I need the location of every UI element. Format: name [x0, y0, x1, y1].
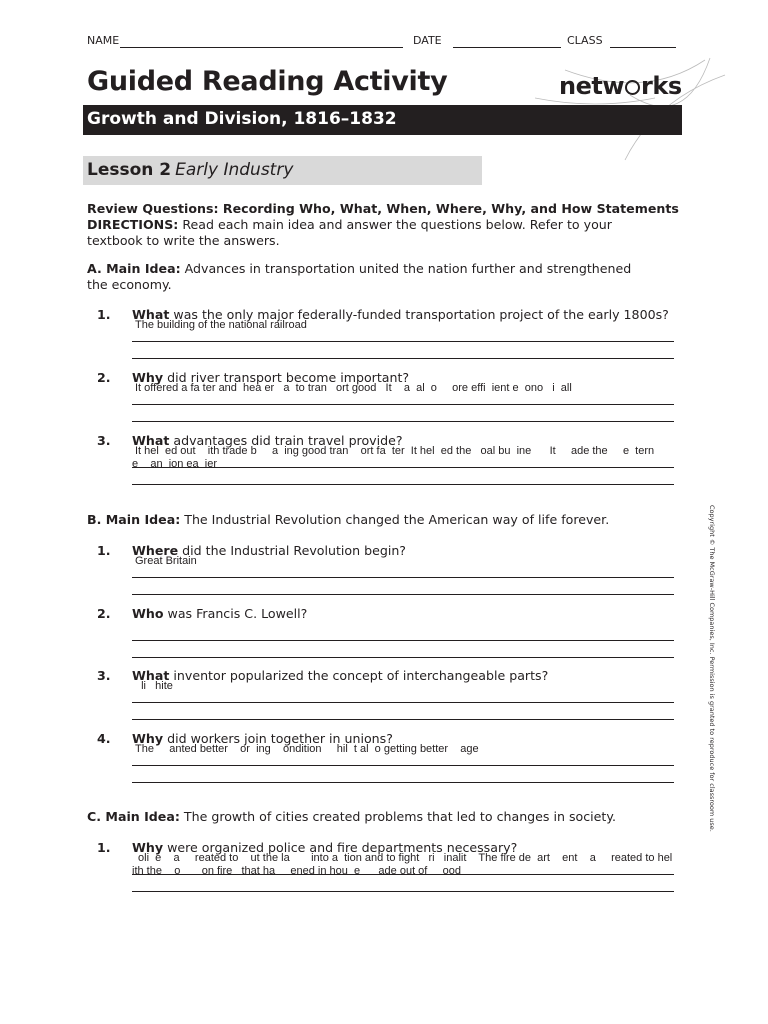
question-text: Who was Francis C. Lowell? — [132, 606, 308, 621]
page-title: Guided Reading Activity — [87, 66, 448, 97]
main-idea-c — [87, 809, 682, 825]
lesson-topic: Early Industry — [175, 160, 294, 180]
main-idea-label: A. Main Idea: — [87, 261, 181, 276]
chapter-subtitle: Growth and Division, 1816–1832 — [87, 109, 397, 129]
lesson-label: Lesson 2 — [87, 160, 172, 180]
answer-line[interactable] — [132, 702, 674, 703]
date-label: DATE — [413, 34, 442, 47]
question-number: 3. — [97, 433, 111, 448]
answer-line[interactable] — [132, 358, 674, 359]
answer-line[interactable] — [132, 484, 674, 485]
main-idea-b — [87, 512, 682, 528]
question-text: What was the only major federally-funded transportation project of the early 1800s? — [132, 307, 669, 322]
question-text: Why were organized police and fire departments necessary? — [132, 840, 518, 855]
answer-line[interactable] — [132, 640, 674, 641]
answer-line[interactable] — [132, 594, 674, 595]
question-text: Where did the Industrial Revolution begin? — [132, 543, 406, 558]
answer-line[interactable] — [132, 874, 674, 875]
answer-text[interactable]: oli e a reated to ut the la into a tion and to fight ri inalit The fire de art ent a reated to hel — [135, 852, 673, 864]
question-number: 2. — [97, 606, 111, 621]
answer-text[interactable]: Great Britain — [135, 555, 197, 567]
class-label: CLASS — [567, 34, 603, 47]
answer-text[interactable]: It offered a fa ter and hea er a to tran ort good It a al o ore effi ient e ono i all — [135, 382, 572, 394]
answer-text-line2[interactable]: ith the o on fire that ha ened in hou e ade out of ood — [132, 865, 461, 877]
answer-line[interactable] — [132, 782, 674, 783]
question-number: 2. — [97, 370, 111, 385]
networks-logo — [559, 72, 682, 100]
logo-prefix: netw — [559, 72, 625, 100]
question-number: 4. — [97, 731, 111, 746]
copyright-notice — [706, 505, 716, 845]
question-number: 1. — [97, 840, 111, 855]
question-text: What inventor popularized the concept of interchangeable parts? — [132, 668, 549, 683]
question-text: Why did river transport become important? — [132, 370, 410, 385]
answer-line[interactable] — [132, 657, 674, 658]
lesson-heading — [87, 160, 293, 180]
review-questions-heading: Review Questions: Recording Who, What, When, Where, Why, and How Statements — [87, 201, 679, 216]
answer-text[interactable]: The building of the national railroad — [135, 319, 307, 331]
question-text: What advantages did train travel provide? — [132, 433, 403, 448]
answer-text[interactable]: li hite — [135, 680, 173, 692]
question-number: 1. — [97, 543, 111, 558]
name-field[interactable] — [120, 47, 403, 48]
logo-suffix: rks — [641, 72, 682, 100]
answer-line[interactable] — [132, 891, 674, 892]
directions — [87, 217, 647, 249]
answer-line[interactable] — [132, 467, 674, 468]
question-text: Why did workers join together in unions? — [132, 731, 393, 746]
answer-text[interactable]: It hel ed out ith trade b a ing good tran ort fa ter It hel ed the oal bu ine It ade the e tern — [135, 445, 655, 457]
question-number: 3. — [97, 668, 111, 683]
answer-line[interactable] — [132, 421, 674, 422]
answer-line[interactable] — [132, 341, 674, 342]
answer-text-line2[interactable]: e an ion ea ier — [132, 458, 217, 470]
main-idea-text: The growth of cities created problems that led to changes in society. — [179, 809, 617, 824]
globe-icon — [625, 80, 640, 95]
main-idea-a — [87, 261, 647, 293]
answer-line[interactable] — [132, 765, 674, 766]
answer-line[interactable] — [132, 577, 674, 578]
answer-line[interactable] — [132, 719, 674, 720]
answer-line[interactable] — [132, 404, 674, 405]
directions-text: Read each main idea and answer the questions below. Refer to your textbook to write the answers. — [87, 217, 612, 248]
question-number: 1. — [97, 307, 111, 322]
answer-text[interactable]: The anted better or ing ondition hil t al o getting better age — [135, 743, 479, 755]
directions-label: DIRECTIONS: — [87, 217, 179, 232]
copyright-text: Copyright © The McGraw-Hill Companies, Inc. Permission is granted to reproduce for classroom use. — [708, 505, 716, 832]
main-idea-label: C. Main Idea: — [87, 809, 180, 824]
main-idea-text: Advances in transportation united the nation further and strengthened the economy. — [87, 261, 632, 292]
name-label: NAME — [87, 34, 120, 47]
main-idea-text: The Industrial Revolution changed the American way of life forever. — [180, 512, 610, 527]
main-idea-label: B. Main Idea: — [87, 512, 181, 527]
